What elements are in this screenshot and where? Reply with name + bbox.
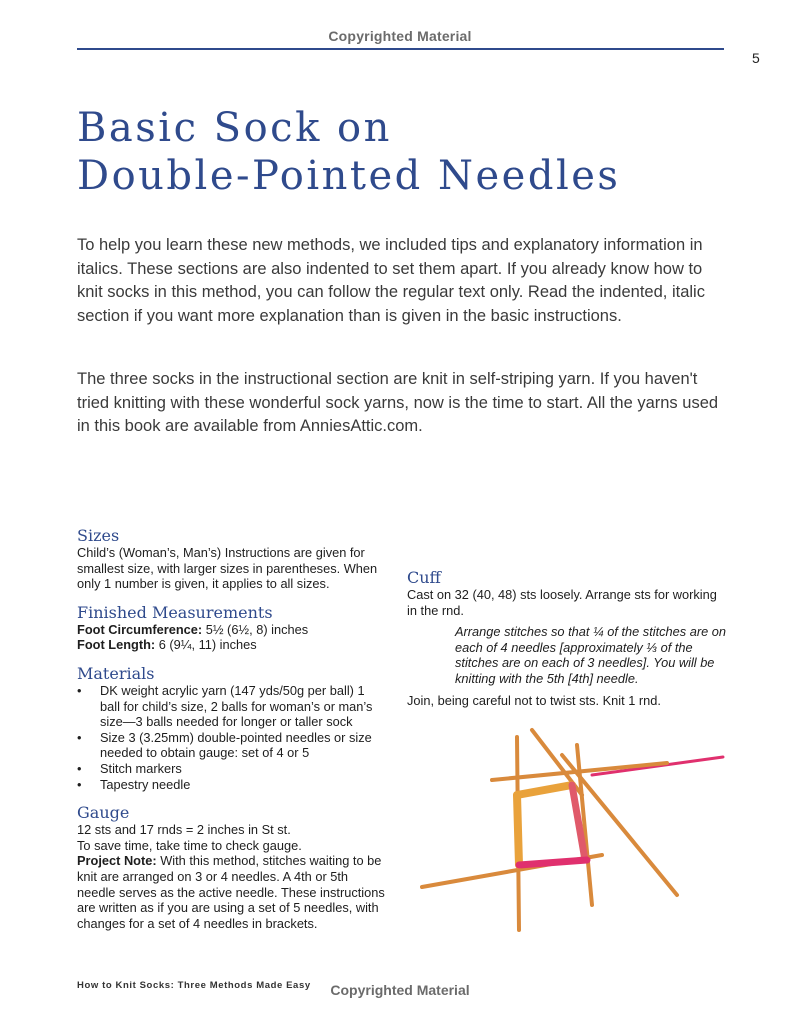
right-column [407,529,727,708]
project-note-text: With this method, stitches waiting to be knit are arranged on 3 or 4 needles. A 4th or 5th needle serves as the active needle. These instructions are written as if you are using a set of 5 needles, with changes for a set of 4 needles in brackets. [77,853,385,931]
cuff-italic-note: Arrange stitches so that ¼ of the stitches are on each of 4 needles [approximately ⅓ of the stitches are on each of 3 needles]. You will be knitting with the 5th [4th] needle. [455,624,727,686]
foot-length-value: 6 (9¼, 11) inches [155,637,257,653]
foot-length [77,637,387,653]
materials-item: • Size 3 (3.25mm) double-pointed needles or size needed to obtain gauge: set of 4 or 5 [77,730,387,761]
page-title-line-1: Basic Sock on [77,105,392,151]
sizes-text: Child’s (Woman’s, Man’s) Instructions are given for smallest size, with larger sizes in parentheses. When only 1 number is given, it applies to all sizes. [77,545,378,592]
footer-copyright: Copyrighted Material [330,982,470,998]
gauge-line-1: 12 sts and 17 rnds = 2 inches in St st. [77,822,291,838]
header-copyright: Copyrighted Material [328,28,472,44]
page-title-line-2: Double-Pointed Needles [77,153,621,199]
header-rule [77,48,724,50]
dpn-knitting-photo [407,725,727,935]
footer-book-title: How to Knit Socks: Three Methods Made Easy [77,980,311,991]
gauge-line-2: To save time, take time to check gauge. [77,837,302,853]
left-column [77,527,387,931]
materials-item: • Stitch markers [77,761,387,777]
page-number: 5 [752,50,760,66]
materials-list [77,683,387,792]
project-note [77,853,387,931]
intro-paragraph-1: To help you learn these new methods, we included tips and explanatory information in italics. These sections are also indented to set them apart. If you already know how to knit socks in this method, you can follow the regular text only. Read the indented, italic section if you want more explanation than is given in the basic instructions. [77,236,705,325]
foot-circumference-value: 5½ (6½, 8) inches [202,621,309,637]
sizes-heading: Sizes [77,526,120,545]
intro-paragraph-2: The three socks in the instructional section are knit in self-striping yarn. If you haven't tried knitting with these wonderful sock yarns, now is the time to start. All the yarns used in this book are available from AnniesAttic.com. [77,370,719,435]
materials-item: • DK weight acrylic yarn (147 yds/50g per ball) 1 ball for child’s size, 2 balls for woman’s or man’s size—3 balls needed for longer or taller sock [77,683,387,730]
foot-length-label: Foot Length: [77,637,156,653]
gauge-heading: Gauge [77,803,130,823]
finished-measurements-heading: Finished Measurements [77,602,273,622]
cuff-heading: Cuff [407,568,441,587]
cuff-text: Cast on 32 (40, 48) sts loosely. Arrange sts for working in the rnd. [407,587,717,618]
materials-item: • Tapestry needle [77,777,387,793]
page-title [77,104,757,200]
foot-circumference-label: Foot Circumference: [77,621,203,637]
cuff-join: Join, being careful not to twist sts. Knit 1 rnd. [407,692,661,708]
materials-heading: Materials [77,663,155,683]
foot-circumference [77,622,387,638]
project-note-label: Project Note: [77,853,157,869]
